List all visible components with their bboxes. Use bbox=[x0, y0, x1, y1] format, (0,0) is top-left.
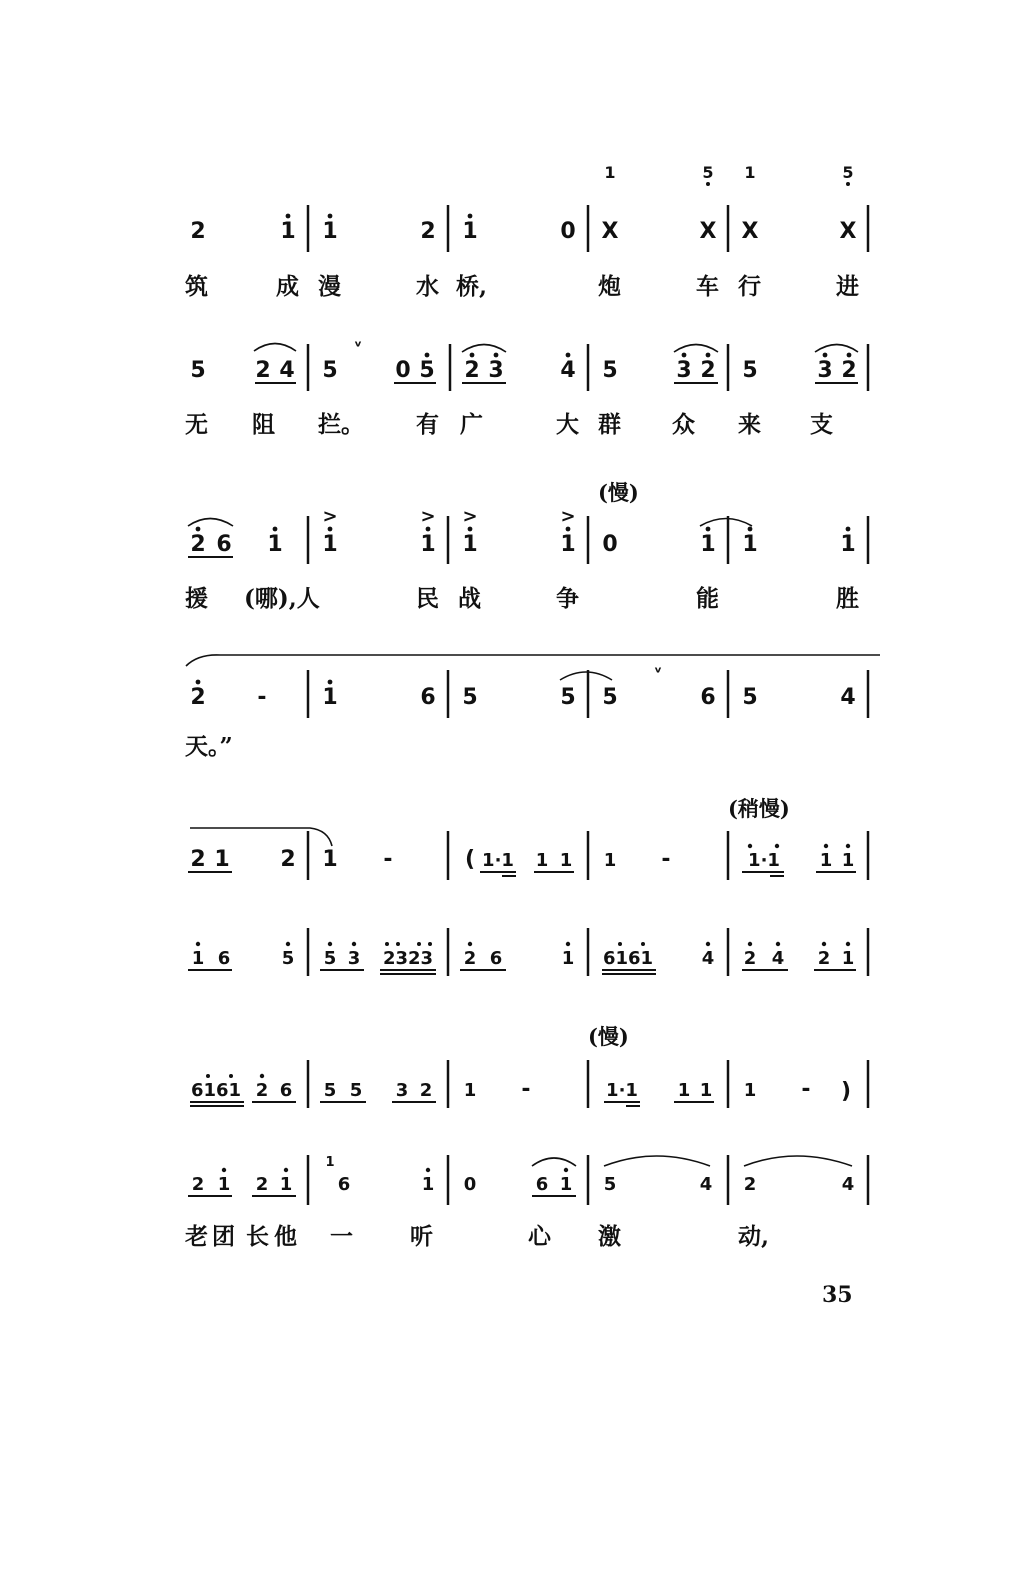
note: 1 bbox=[322, 532, 338, 557]
note: - bbox=[257, 685, 267, 710]
note: 6 bbox=[279, 1080, 293, 1101]
note: 1·1 bbox=[482, 850, 514, 871]
note: 2 bbox=[255, 358, 271, 383]
lyric: 动, bbox=[738, 1223, 770, 1250]
note: 1 bbox=[841, 948, 855, 969]
note: 1 bbox=[743, 1080, 757, 1101]
lyric: 群 bbox=[598, 411, 621, 438]
lyric: 来 bbox=[738, 411, 761, 438]
note: 5 bbox=[323, 948, 337, 969]
lyric: 桥, bbox=[456, 273, 488, 300]
note: 2 bbox=[743, 948, 757, 969]
note: 4 bbox=[560, 358, 576, 383]
staff-line-3 bbox=[185, 480, 868, 612]
lyric: 胜 bbox=[836, 585, 859, 612]
note: 5 bbox=[190, 358, 206, 383]
note: X bbox=[699, 219, 717, 244]
staff-line-6 bbox=[188, 928, 868, 976]
upper-mark: 1 bbox=[604, 163, 616, 182]
note: 1 bbox=[322, 219, 338, 244]
note: 5 bbox=[602, 358, 618, 383]
note: 6161 bbox=[602, 948, 654, 969]
lyric: 争 bbox=[556, 585, 579, 612]
lyric: 支 bbox=[810, 411, 833, 438]
note: 4 bbox=[279, 358, 295, 383]
note: 2 bbox=[463, 948, 477, 969]
note: 1 bbox=[463, 1080, 477, 1101]
lyric: 激 bbox=[598, 1223, 621, 1250]
lyric: 民 bbox=[416, 585, 439, 612]
note: 6 bbox=[535, 1174, 549, 1195]
note: 4 bbox=[840, 685, 856, 710]
lyric: 能 bbox=[696, 585, 719, 612]
note: 1 bbox=[279, 1174, 293, 1195]
note: 5 bbox=[602, 685, 618, 710]
note: 2 bbox=[280, 847, 296, 872]
note: 2 bbox=[420, 219, 436, 244]
note: 1 bbox=[191, 948, 205, 969]
note: 1 bbox=[462, 219, 478, 244]
note: 6161 bbox=[190, 1080, 242, 1101]
lyric: 有 bbox=[416, 411, 439, 438]
lyric: 进 bbox=[836, 273, 859, 300]
tempo-mark: (慢) bbox=[588, 1024, 629, 1049]
note: 1 bbox=[819, 850, 833, 871]
note: 1 bbox=[322, 847, 338, 872]
lyric: 筑 bbox=[185, 273, 208, 300]
lyric: 听 bbox=[410, 1223, 433, 1250]
note: 5 bbox=[323, 1080, 337, 1101]
note: 1 bbox=[700, 532, 716, 557]
note: 5 bbox=[322, 358, 338, 383]
note: 1 bbox=[742, 532, 758, 557]
note: 2 bbox=[700, 358, 716, 383]
note: 1 bbox=[280, 219, 296, 244]
note: 0 bbox=[602, 532, 618, 557]
note: 6 bbox=[489, 948, 503, 969]
note: 2 bbox=[817, 948, 831, 969]
note: ( bbox=[464, 847, 476, 872]
note: - bbox=[521, 1077, 531, 1102]
note: 1 bbox=[841, 850, 855, 871]
note: 6 bbox=[337, 1174, 351, 1195]
note: 6 bbox=[420, 685, 436, 710]
lyric: 行 bbox=[738, 273, 761, 300]
note: 5 bbox=[419, 358, 435, 383]
note: 1 bbox=[535, 850, 549, 871]
note: 1 bbox=[561, 948, 575, 969]
note: 3 bbox=[488, 358, 504, 383]
note: 2323 bbox=[382, 948, 434, 969]
lyric: 长 bbox=[246, 1223, 269, 1250]
lyric: 团 bbox=[212, 1223, 235, 1250]
note: 1 bbox=[840, 532, 856, 557]
note: 5 bbox=[349, 1080, 363, 1101]
lyric: 无 bbox=[185, 411, 208, 438]
note: X bbox=[839, 219, 857, 244]
lyric: 心 bbox=[528, 1223, 551, 1250]
note: X bbox=[741, 219, 759, 244]
note: 2 bbox=[255, 1080, 269, 1101]
svg-text:ᵛ: ᵛ bbox=[353, 337, 363, 356]
note: 5 bbox=[560, 685, 576, 710]
lyric: 阻 bbox=[252, 411, 275, 438]
note: 2 bbox=[743, 1174, 757, 1195]
note: 6 bbox=[216, 532, 232, 557]
staff-line-2 bbox=[185, 337, 868, 438]
note: 0 bbox=[560, 219, 576, 244]
lyric: 他 bbox=[274, 1223, 297, 1250]
lyric: 成 bbox=[276, 273, 299, 300]
note: 1 bbox=[214, 847, 230, 872]
svg-text:>: > bbox=[462, 506, 478, 527]
note: 1 bbox=[217, 1174, 231, 1195]
lyric: 拦。 bbox=[318, 411, 364, 438]
note: X bbox=[601, 219, 619, 244]
note: 0 bbox=[463, 1174, 477, 1195]
svg-text:ᵛ: ᵛ bbox=[653, 663, 663, 682]
lyric: 众 bbox=[672, 411, 695, 438]
note: 1·1 bbox=[748, 850, 780, 871]
note: 5 bbox=[462, 685, 478, 710]
grace-note: 1 bbox=[325, 1155, 335, 1170]
note: 2 bbox=[190, 685, 206, 710]
lyric: 一 bbox=[330, 1223, 353, 1250]
note: 5 bbox=[742, 685, 758, 710]
lyric: 大 bbox=[556, 411, 579, 438]
note: 2 bbox=[841, 358, 857, 383]
note: 3 bbox=[817, 358, 833, 383]
note: 4 bbox=[771, 948, 785, 969]
note: 5 bbox=[281, 948, 295, 969]
svg-text:>: > bbox=[420, 506, 436, 527]
upper-mark: 5 bbox=[702, 163, 714, 182]
staff-line-5 bbox=[188, 796, 868, 880]
lyric: 炮 bbox=[598, 273, 621, 300]
note: 2 bbox=[419, 1080, 433, 1101]
note: ) bbox=[840, 1079, 852, 1104]
svg-text:>: > bbox=[560, 506, 576, 527]
note: 1 bbox=[559, 850, 573, 871]
note: 4 bbox=[841, 1174, 855, 1195]
note: 2 bbox=[464, 358, 480, 383]
note: 0 bbox=[395, 358, 411, 383]
note: 1 bbox=[603, 850, 617, 871]
note: 1 bbox=[420, 532, 436, 557]
lyric: 天。” bbox=[185, 733, 233, 760]
lyric: (哪),人 bbox=[244, 585, 320, 612]
svg-text:>: > bbox=[322, 506, 338, 527]
note: 2 bbox=[191, 1174, 205, 1195]
note: 5 bbox=[742, 358, 758, 383]
lyric: 援 bbox=[185, 585, 208, 612]
note: 5 bbox=[603, 1174, 617, 1195]
note: 2 bbox=[190, 219, 206, 244]
note: 1 bbox=[699, 1080, 713, 1101]
note: - bbox=[383, 847, 393, 872]
lyric: 水 bbox=[416, 273, 439, 300]
note: 1 bbox=[267, 532, 283, 557]
upper-mark: 1 bbox=[744, 163, 756, 182]
note: 1 bbox=[559, 1174, 573, 1195]
note: 6 bbox=[217, 948, 231, 969]
tempo-mark: (慢) bbox=[598, 480, 639, 505]
lyric: 老 bbox=[185, 1223, 208, 1250]
lyric: 战 bbox=[458, 585, 481, 612]
note: 6 bbox=[700, 685, 716, 710]
note: 4 bbox=[699, 1174, 713, 1195]
staff-line-8 bbox=[185, 1155, 868, 1250]
staff-line-7 bbox=[190, 1024, 868, 1108]
note: 3 bbox=[347, 948, 361, 969]
note: 1 bbox=[322, 685, 338, 710]
note: - bbox=[661, 847, 671, 872]
lyric: 车 bbox=[696, 273, 719, 300]
note: 1 bbox=[421, 1174, 435, 1195]
note: 2 bbox=[190, 532, 206, 557]
note: 2 bbox=[190, 847, 206, 872]
note: 3 bbox=[395, 1080, 409, 1101]
note: 1 bbox=[560, 532, 576, 557]
upper-mark: 5 bbox=[842, 163, 854, 182]
staff-line-4 bbox=[185, 655, 880, 760]
note: 1 bbox=[462, 532, 478, 557]
note: 4 bbox=[701, 948, 715, 969]
lyric: 广 bbox=[460, 411, 483, 438]
note: 1 bbox=[677, 1080, 691, 1101]
note: 3 bbox=[676, 358, 692, 383]
tempo-mark: (稍慢) bbox=[728, 796, 790, 821]
note: - bbox=[801, 1077, 811, 1102]
note: 2 bbox=[255, 1174, 269, 1195]
staff-line-1 bbox=[185, 163, 868, 300]
lyric: 漫 bbox=[318, 273, 341, 300]
page-number: 35 bbox=[822, 1282, 853, 1308]
note: 1·1 bbox=[606, 1080, 638, 1101]
